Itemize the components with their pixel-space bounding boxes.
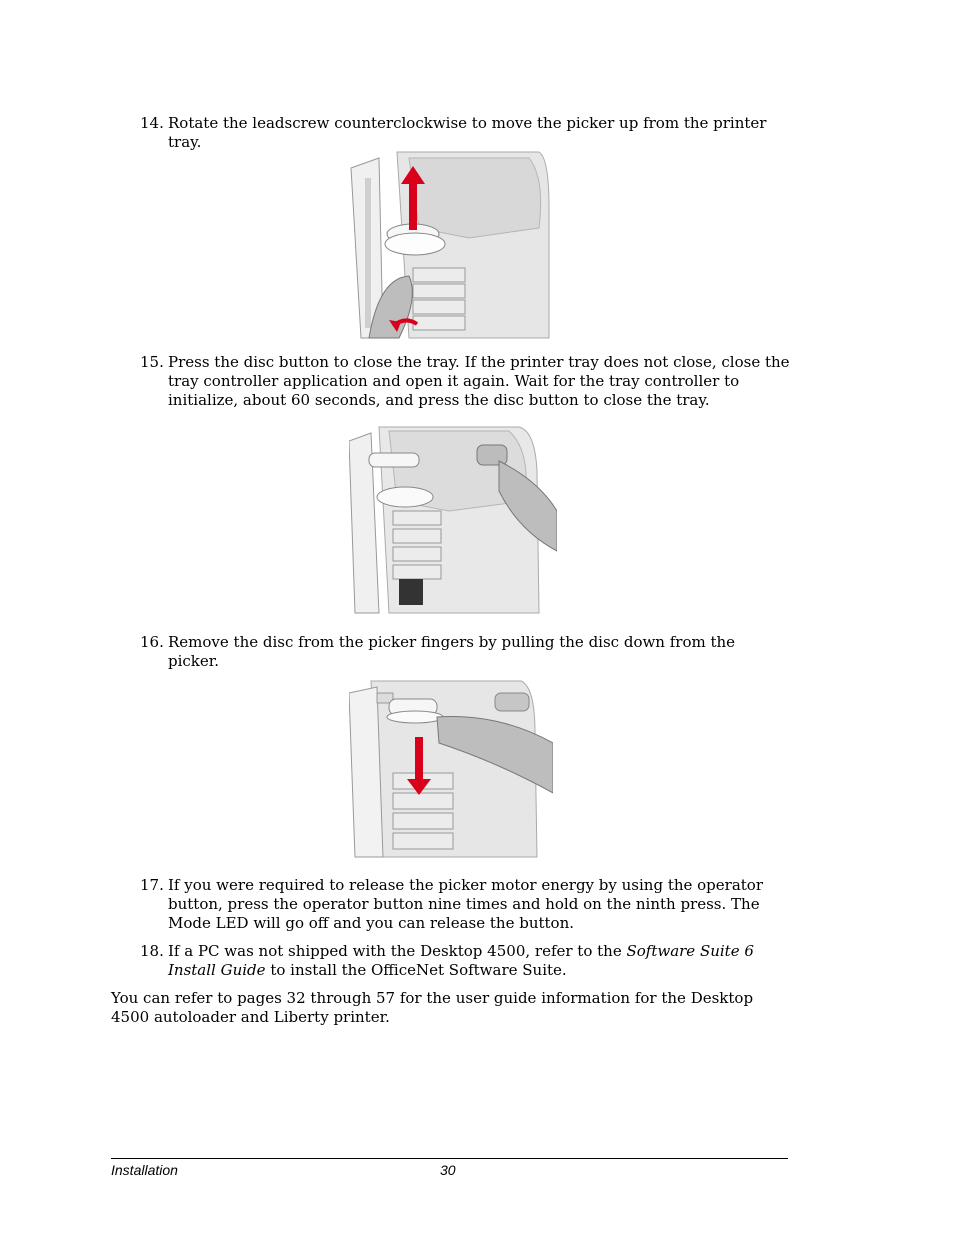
- step-18: [140, 942, 790, 980]
- page-number: 30: [440, 1162, 456, 1178]
- footer-rule: [111, 1158, 788, 1159]
- step-text: [168, 942, 790, 980]
- figure-remove-disc: [349, 673, 553, 859]
- step-number: 18.: [140, 942, 164, 960]
- step-number: 14.: [140, 114, 164, 132]
- step-number: 17.: [140, 876, 164, 894]
- step-text: Press the disc button to close the tray. If the printer tray does not close, close the tray controller application and open it again. Wait for the tray controller to initialize, about 60 seconds, and press the disc button to close the tray.: [168, 353, 790, 409]
- step-15: [140, 353, 790, 410]
- closing-paragraph: You can refer to pages 32 through 57 for the user guide information for the Desktop 4500 autoloader and Liberty printer.: [111, 989, 754, 1026]
- step-text: If you were required to release the picker motor energy by using the operator button, press the operator button nine times and hold on the ninth press. The Mode LED will go off and you can release the button.: [168, 876, 764, 932]
- step-number: 16.: [140, 633, 164, 651]
- step-text-after: to install the OfficeNet Software Suite.: [265, 961, 567, 979]
- step-text-before: If a PC was not shipped with the Desktop 4500, refer to the: [168, 942, 627, 960]
- step-17: [140, 876, 790, 933]
- footer-section: Installation: [111, 1162, 178, 1178]
- figure-picker-raise: [349, 148, 551, 340]
- step-text: Remove the disc from the picker fingers by pulling the disc down from the picker.: [168, 633, 736, 670]
- step-text: Rotate the leadscrew counterclockwise to move the picker up from the printer tray.: [168, 114, 767, 151]
- step-16: [140, 633, 790, 671]
- step-number: 15.: [140, 353, 164, 371]
- guide-title: Software Suite 6 Install Guide: [168, 942, 754, 979]
- figure-close-tray: [349, 421, 557, 615]
- step-14: [140, 114, 790, 152]
